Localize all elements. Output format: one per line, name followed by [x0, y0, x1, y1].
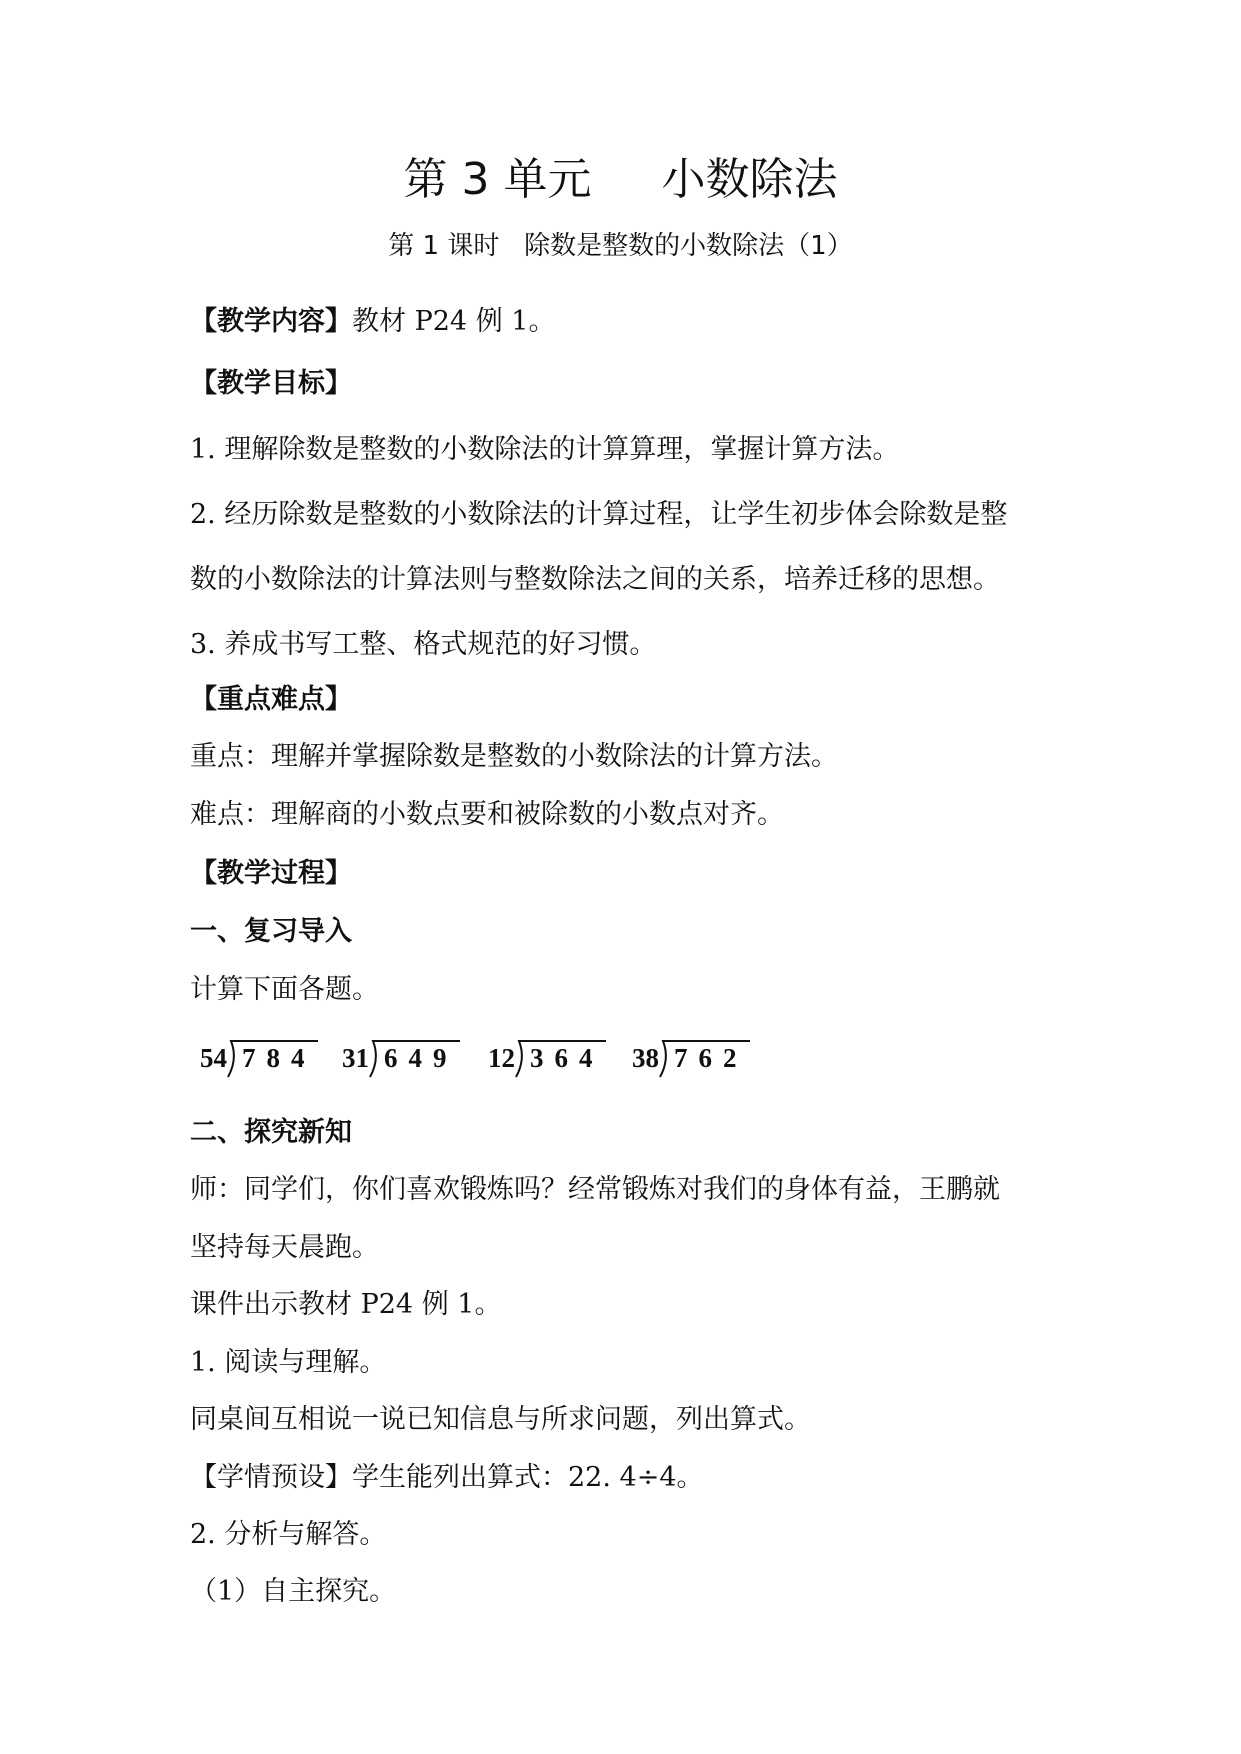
section-heading-review: 一、复习导入 [190, 916, 352, 947]
body-paragraph: 课件出示教材 P24 例 1。 [190, 1289, 502, 1320]
teaching-content-line [190, 302, 555, 342]
review-instruction: 计算下面各题。 [190, 974, 379, 1005]
learning-preset-text: 学生能列出算式：22. 4÷4。 [352, 1462, 704, 1493]
teaching-goals-label: 【教学目标】 [190, 368, 352, 399]
divisor: 38 [632, 1043, 659, 1073]
dividend: 649 [384, 1043, 458, 1073]
divisor: 31 [342, 1043, 369, 1073]
body-paragraph: 2. 分析与解答。 [190, 1519, 387, 1550]
body-paragraph: （1）自主探究。 [190, 1576, 397, 1607]
teaching-content-label: 【教学内容】 [190, 306, 352, 337]
goal-item: 2. 经历除数是整数的小数除法的计算过程，让学生初步体会除数是整 [190, 499, 1008, 530]
goal-item: 3. 养成书写工整、格式规范的好习惯。 [190, 629, 657, 660]
teaching-process-label: 【教学过程】 [190, 858, 352, 889]
body-paragraph: 1. 阅读与理解。 [190, 1347, 387, 1378]
difficulty-item: 难点：理解商的小数点要和被除数的小数点对齐。 [190, 799, 784, 830]
dividend: 784 [242, 1043, 316, 1073]
teaching-content-text: 教材 P24 例 1。 [352, 306, 556, 337]
key-points-label: 【重点难点】 [190, 684, 352, 715]
lesson-subtitle: 第 1 课时 除数是整数的小数除法（1） [388, 231, 853, 261]
long-division-row [200, 1033, 800, 1083]
dividend: 364 [530, 1043, 604, 1073]
learning-preset-label: 【学情预设】 [190, 1462, 352, 1493]
learning-preset-line [190, 1458, 704, 1498]
unit-title: 第 3 单元 小数除法 [403, 154, 838, 205]
key-point-item: 重点：理解并掌握除数是整数的小数除法的计算方法。 [190, 741, 838, 772]
goal-item: 1. 理解除数是整数的小数除法的计算算理，掌握计算方法。 [190, 434, 900, 465]
body-paragraph: 同桌间互相说一说已知信息与所求问题，列出算式。 [190, 1404, 811, 1435]
body-paragraph: 坚持每天晨跑。 [190, 1232, 379, 1263]
body-paragraph: 师：同学们，你们喜欢锻炼吗？经常锻炼对我们的身体有益，王鹏就 [190, 1174, 1000, 1205]
section-heading-explore: 二、探究新知 [190, 1117, 352, 1148]
goal-item: 数的小数除法的计算法则与整数除法之间的关系，培养迁移的思想。 [190, 564, 1000, 595]
dividend: 762 [674, 1043, 748, 1073]
divisor: 12 [488, 1043, 515, 1073]
divisor: 54 [200, 1043, 227, 1073]
